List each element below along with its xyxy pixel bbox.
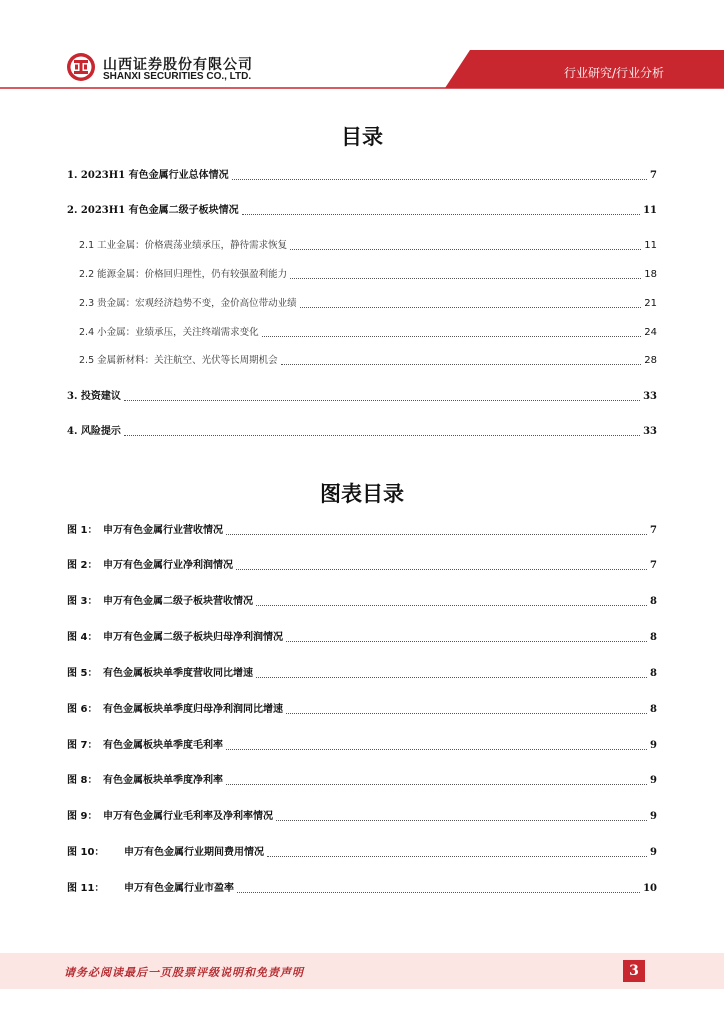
header-band [0, 0, 724, 100]
toc-entry-2-1[interactable] [79, 238, 657, 252]
figure-number: 图 10： [67, 847, 105, 858]
leader-dots [124, 435, 640, 436]
figure-number: 图 5： [67, 668, 98, 679]
figure-page: 10 [643, 883, 657, 894]
toc-entry-2-4[interactable] [79, 325, 657, 339]
toc-entry-3[interactable] [67, 389, 657, 403]
toc-entry-page: 33 [643, 391, 657, 402]
toc-entry-label: 1. 2023H1 有色金属行业总体情况 [67, 170, 229, 181]
leader-dots [256, 605, 647, 606]
toc-entry-2[interactable] [67, 203, 657, 217]
leader-dots [226, 749, 647, 750]
figure-page: 8 [650, 596, 657, 607]
figure-entry-7[interactable] [67, 738, 657, 752]
figure-page: 9 [650, 811, 657, 822]
toc-entry-2-2[interactable] [79, 267, 657, 281]
toc-entry-page: 18 [644, 269, 657, 280]
leader-dots [300, 307, 642, 308]
toc-entry-page: 11 [644, 240, 657, 251]
figure-entry-4[interactable] [67, 630, 657, 644]
figure-number: 图 3： [67, 596, 98, 607]
figure-entry-9[interactable] [67, 809, 657, 823]
disclaimer-notice: 请务必阅读最后一页股票评级说明和免责声明 [64, 966, 304, 979]
leader-dots [262, 336, 642, 337]
toc-entry-page: 7 [650, 170, 657, 181]
figure-page: 8 [650, 632, 657, 643]
toc-entry-label: 2.4 小金属：业绩承压，关注终端需求变化 [79, 327, 259, 338]
toc-title: 目录 [341, 125, 383, 149]
leader-dots [281, 364, 642, 365]
figure-number: 图 7： [67, 740, 98, 751]
figure-list-title: 图表目录 [320, 482, 404, 506]
toc-entry-label: 2.5 金属新材料：关注航空、光伏等长周期机会 [79, 355, 278, 366]
figure-page: 9 [650, 740, 657, 751]
figure-number: 图 2： [67, 560, 98, 571]
leader-dots [290, 249, 641, 250]
leader-dots [226, 784, 647, 785]
figure-label: 申万有色金属二级子板块归母净利润情况 [103, 632, 283, 643]
section-label: 行业研究/行业分析 [563, 66, 664, 80]
leader-dots [286, 713, 647, 714]
figure-number: 图 9： [67, 811, 98, 822]
figure-page: 7 [650, 560, 657, 571]
figure-label: 申万有色金属二级子板块营收情况 [103, 596, 253, 607]
figure-entry-2[interactable] [67, 558, 657, 572]
toc-entry-4[interactable] [67, 424, 657, 438]
figure-page: 8 [650, 704, 657, 715]
toc-entry-1[interactable] [67, 168, 657, 182]
toc-entry-page: 11 [643, 205, 657, 216]
leader-dots [267, 856, 647, 857]
figure-page: 9 [650, 775, 657, 786]
leader-dots [232, 179, 647, 180]
figure-entry-8[interactable] [67, 773, 657, 787]
figure-entry-1[interactable] [67, 523, 657, 537]
toc-entry-label: 2. 2023H1 有色金属二级子板块情况 [67, 205, 239, 216]
figure-label: 申万有色金属行业期间费用情况 [124, 847, 264, 858]
figure-entry-11[interactable] [67, 881, 657, 895]
figure-entry-5[interactable] [67, 666, 657, 680]
figure-entry-6[interactable] [67, 702, 657, 716]
figure-page: 9 [650, 847, 657, 858]
figure-label: 申万有色金属行业毛利率及净利率情况 [103, 811, 273, 822]
figure-label: 申万有色金属行业市盈率 [124, 883, 234, 894]
toc-entry-page: 33 [643, 426, 657, 437]
page-number: 3 [623, 960, 645, 982]
company-name-en: SHANXI SECURITIES CO., LTD. [103, 71, 252, 82]
company-name-cn: 山西证券股份有限公司 [103, 57, 253, 73]
figure-number: 图 8： [67, 775, 98, 786]
leader-dots [237, 892, 640, 893]
leader-dots [226, 534, 647, 535]
figure-page: 8 [650, 668, 657, 679]
figure-label: 有色金属板块单季度营收同比增速 [103, 668, 253, 679]
figure-number: 图 11： [67, 883, 105, 894]
leader-dots [236, 569, 647, 570]
toc-entry-2-3[interactable] [79, 296, 657, 310]
figure-entry-3[interactable] [67, 594, 657, 608]
toc-entry-label: 2.1 工业金属：价格震荡业绩承压，静待需求恢复 [79, 240, 288, 251]
figure-label: 有色金属板块单季度净利率 [103, 775, 223, 786]
figure-number: 图 4： [67, 632, 98, 643]
page-footer [0, 953, 724, 989]
company-logo-icon [66, 52, 96, 82]
leader-dots [276, 820, 647, 821]
page-header [0, 0, 724, 100]
toc-entry-label: 2.3 贵金属：宏观经济趋势不变，金价高位带动业绩 [79, 298, 297, 309]
figure-entry-10[interactable] [67, 845, 657, 859]
toc-entry-label: 3. 投资建议 [67, 391, 121, 402]
leader-dots [286, 641, 647, 642]
toc-entry-page: 21 [644, 298, 657, 309]
leader-dots [242, 214, 640, 215]
figure-page: 7 [650, 525, 657, 536]
leader-dots [290, 278, 641, 279]
toc-entry-label: 4. 风险提示 [67, 426, 121, 437]
figure-label: 有色金属板块单季度归母净利润同比增速 [103, 704, 283, 715]
figure-number: 图 6： [67, 704, 98, 715]
figure-label: 申万有色金属行业营收情况 [103, 525, 223, 536]
toc-entry-label: 2.2 能源金属：价格回归理性，仍有较强盈利能力 [79, 269, 288, 280]
toc-entry-2-5[interactable] [79, 353, 657, 367]
toc-entry-page: 28 [644, 355, 657, 366]
leader-dots [256, 677, 647, 678]
toc-entry-page: 24 [644, 327, 657, 338]
leader-dots [124, 400, 640, 401]
figure-label: 有色金属板块单季度毛利率 [103, 740, 223, 751]
figure-label: 申万有色金属行业净利润情况 [103, 560, 233, 571]
figure-number: 图 1： [67, 525, 98, 536]
